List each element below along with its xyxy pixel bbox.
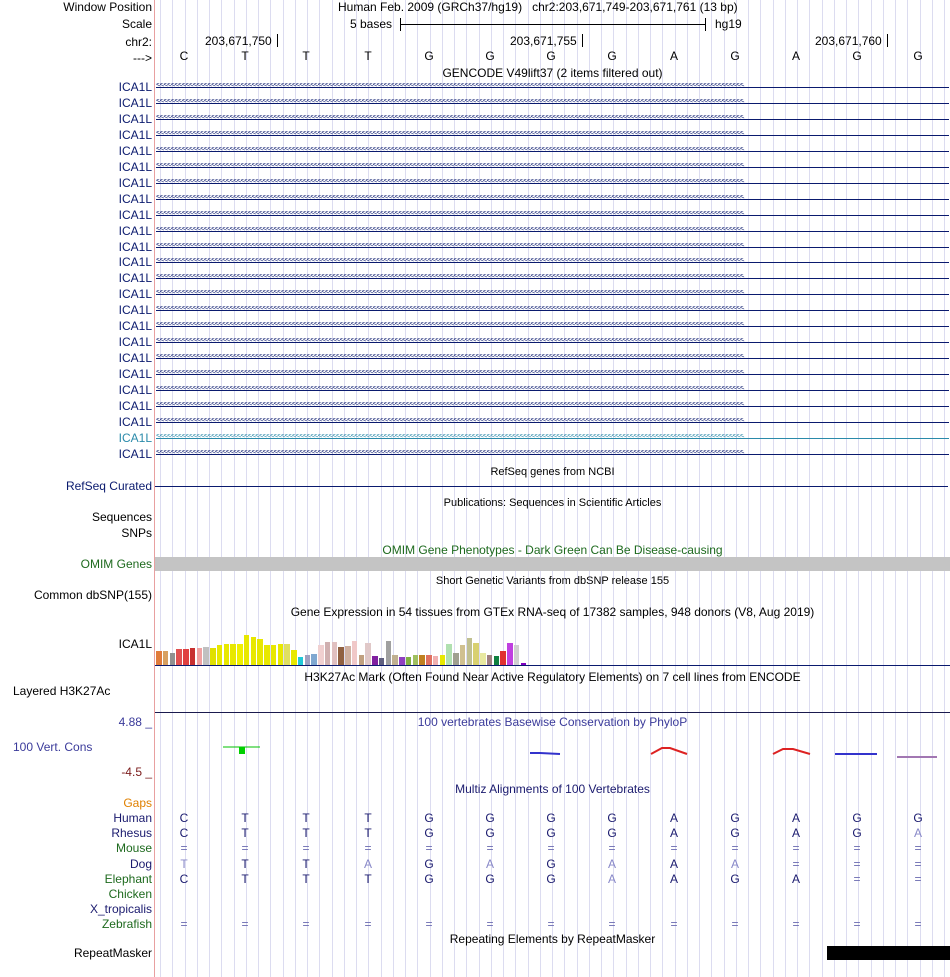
ruler-base: G — [913, 49, 923, 63]
alignment-cell: A — [791, 826, 800, 840]
alignment-cell: = — [731, 841, 739, 855]
assembly-name: Human Feb. 2009 (GRCh37/hg19) — [338, 0, 523, 14]
alignment-cell: T — [364, 826, 372, 840]
alignment-cell: G — [852, 826, 862, 840]
gtex-tissue-bar[interactable] — [284, 644, 290, 665]
gtex-tissue-bar[interactable] — [426, 655, 432, 665]
publications-title: Publications: Sequences in Scientific Articles — [443, 497, 662, 509]
repeatmasker-label[interactable]: RepeatMasker — [73, 946, 152, 960]
alignment-cell: = — [180, 917, 188, 931]
assembly-title — [338, 1, 738, 14]
repeatmasker-title: Repeating Elements by RepeatMasker — [449, 932, 656, 946]
gtex-tissue-bar[interactable] — [507, 643, 513, 665]
layered-h3k27ac-label[interactable]: Layered H3K27Ac — [13, 684, 111, 698]
alignment-cell: = — [425, 841, 433, 855]
species-label[interactable]: X_tropicalis — [89, 902, 152, 916]
gtex-tissue-bar[interactable] — [359, 655, 365, 665]
refseq-curated-label[interactable]: RefSeq Curated — [65, 479, 152, 493]
gtex-tissue-bar[interactable] — [298, 657, 304, 665]
h3k27ac-title: H3K27Ac Mark (Often Found Near Active Regulatory Elements) on 7 cell lines from ENCODE — [304, 670, 801, 684]
gtex-tissue-bar[interactable] — [257, 639, 263, 665]
alignment-cell: G — [607, 811, 617, 825]
gencode-item-track[interactable]: <<<<<<<<<<<<<<<<<<<<<<<<<<<<<<<<<<<<<<<<<<<<<<<<<<<<<<<<<<<<<<<<<<<<<<<<<<<<<<<<<<<<<<<<<<<<<<<<<<<<<<<<<<<<<<<<<<<<<<<<<<<<<<<<<<<<<<<<<<<<<<<<<<<<<<<<<<<<<<<< — [156, 227, 949, 236]
gtex-tissue-bar[interactable] — [480, 653, 486, 665]
alignment-cell: A — [669, 811, 678, 825]
gencode-item-label[interactable]: ICA1L — [118, 192, 152, 206]
alignment-cell: = — [608, 841, 616, 855]
phylop-graph[interactable] — [155, 735, 950, 770]
gencode-item-label[interactable]: ICA1L — [118, 287, 152, 301]
alignment-cell: G — [913, 811, 923, 825]
alignment-cell: = — [547, 917, 555, 931]
alignment-cell: A — [730, 857, 739, 871]
phylop-min-label: -4.5 _ — [121, 765, 152, 779]
gencode-item-label[interactable]: ICA1L — [118, 367, 152, 381]
gencode-item-label[interactable]: ICA1L — [118, 176, 152, 190]
gtex-tissue-bar[interactable] — [500, 651, 506, 665]
gtex-tissue-bar[interactable] — [278, 644, 284, 665]
gtex-tissue-bar[interactable] — [217, 645, 223, 665]
omim-title: OMIM Gene Phenotypes - Dark Green Can Be Disease-causing — [382, 543, 723, 557]
phylop-title: 100 vertebrates Basewise Conservation by PhyloP — [417, 715, 688, 729]
alignment-cell: = — [425, 917, 433, 931]
alignment-cell: = — [914, 841, 922, 855]
db-label: hg19 — [715, 17, 742, 31]
gtex-tissue-bar[interactable] — [453, 653, 459, 665]
gencode-item-label[interactable]: ICA1L — [118, 271, 152, 285]
gtex-tissue-bar[interactable] — [460, 645, 466, 665]
gtex-tissue-bar[interactable] — [446, 644, 452, 665]
gencode-item-track[interactable]: <<<<<<<<<<<<<<<<<<<<<<<<<<<<<<<<<<<<<<<<<<<<<<<<<<<<<<<<<<<<<<<<<<<<<<<<<<<<<<<<<<<<<<<<<<<<<<<<<<<<<<<<<<<<<<<<<<<<<<<<<<<<<<<<<<<<<<<<<<<<<<<<<<<<<<<<<<<<<<<< — [156, 450, 949, 459]
ruler-base: G — [607, 49, 617, 63]
phylop-mark-3 — [651, 748, 687, 754]
coord-tick-3: 203,671,760 — [815, 34, 882, 48]
gencode-item-label[interactable]: ICA1L — [118, 128, 152, 142]
alignment-cell: = — [547, 841, 555, 855]
gencode-item-track[interactable]: <<<<<<<<<<<<<<<<<<<<<<<<<<<<<<<<<<<<<<<<<<<<<<<<<<<<<<<<<<<<<<<<<<<<<<<<<<<<<<<<<<<<<<<<<<<<<<<<<<<<<<<<<<<<<<<<<<<<<<<<<<<<<<<<<<<<<<<<<<<<<<<<<<<<<<<<<<<<<<<< — [156, 434, 949, 443]
alignment-cell: G — [546, 826, 556, 840]
gtex-title: Gene Expression in 54 tissues from GTEx RNA-seq of 17382 samples, 948 donors (V8, Aug 2019) — [290, 605, 815, 619]
alignment-cell: G — [424, 811, 434, 825]
multiz-title: Multiz Alignments of 100 Vertebrates — [455, 782, 650, 796]
gencode-item-label[interactable]: ICA1L — [118, 144, 152, 158]
alignment-cell: = — [486, 841, 494, 855]
track-labels-column — [0, 0, 154, 977]
ruler-base: G — [424, 49, 434, 63]
gtex-tissue-bar[interactable] — [473, 643, 479, 665]
track-data-area[interactable] — [155, 0, 950, 977]
gencode-item-track[interactable]: <<<<<<<<<<<<<<<<<<<<<<<<<<<<<<<<<<<<<<<<<<<<<<<<<<<<<<<<<<<<<<<<<<<<<<<<<<<<<<<<<<<<<<<<<<<<<<<<<<<<<<<<<<<<<<<<<<<<<<<<<<<<<<<<<<<<<<<<<<<<<<<<<<<<<<<<<<<<<<<< — [156, 258, 949, 267]
gencode-title: GENCODE V49lift37 (2 items filtered out) — [442, 66, 663, 80]
gencode-item-label[interactable]: ICA1L — [118, 224, 152, 238]
gtex-tissue-bar[interactable] — [305, 655, 311, 665]
sequences-label[interactable]: Sequences — [91, 510, 152, 524]
gencode-item-label[interactable]: ICA1L — [118, 399, 152, 413]
gtex-tissue-bar[interactable] — [197, 648, 203, 665]
alignment-cell: A — [791, 811, 800, 825]
alignment-cell: G — [852, 811, 862, 825]
alignment-cell: T — [302, 872, 310, 886]
phylop-mark-1-bar — [239, 747, 245, 754]
alignment-cell: A — [607, 857, 616, 871]
species-label[interactable]: Rhesus — [111, 826, 152, 840]
gtex-tissue-bar[interactable] — [264, 645, 270, 665]
alignment-cell: T — [302, 826, 310, 840]
gtex-tissue-bar[interactable] — [399, 657, 405, 665]
gencode-item-label[interactable]: ICA1L — [118, 447, 152, 461]
scale-bar — [400, 24, 706, 25]
gtex-tissue-bar[interactable] — [494, 656, 500, 665]
coord-tick-1: 203,671,750 — [205, 34, 272, 48]
alignment-cell: G — [424, 872, 434, 886]
phylop-track-label[interactable]: 100 Vert. Cons — [13, 740, 93, 754]
phylop-mark-2 — [530, 753, 560, 754]
alignment-cell: = — [853, 917, 861, 931]
alignment-cell: = — [364, 841, 372, 855]
alignment-cell: C — [179, 826, 189, 840]
chrom-label: chr2: — [125, 35, 152, 49]
alignment-cell: = — [364, 917, 372, 931]
alignment-cell: = — [792, 917, 800, 931]
alignment-cell: = — [853, 872, 861, 886]
gtex-tissue-bar[interactable] — [244, 635, 250, 665]
gencode-item-label[interactable]: ICA1L — [118, 431, 152, 445]
alignment-cell: A — [669, 872, 678, 886]
gtex-tissue-bar[interactable] — [170, 653, 176, 665]
gtex-tissue-bar[interactable] — [487, 655, 493, 665]
alignment-cell: G — [424, 857, 434, 871]
alignment-cell: G — [730, 811, 740, 825]
ruler-base: G — [730, 49, 740, 63]
refseq-gene-line[interactable] — [155, 486, 948, 487]
alignment-cell: = — [302, 841, 310, 855]
gtex-tissue-bar[interactable] — [183, 649, 189, 665]
omim-genes-label[interactable]: OMIM Genes — [80, 557, 152, 571]
alignment-cell: G — [485, 811, 495, 825]
alignment-cell: A — [485, 857, 494, 871]
ruler-base: T — [364, 49, 372, 63]
alignment-cell: T — [241, 857, 249, 871]
gtex-tissue-bar[interactable] — [345, 646, 351, 665]
gencode-item-track[interactable]: <<<<<<<<<<<<<<<<<<<<<<<<<<<<<<<<<<<<<<<<<<<<<<<<<<<<<<<<<<<<<<<<<<<<<<<<<<<<<<<<<<<<<<<<<<<<<<<<<<<<<<<<<<<<<<<<<<<<<<<<<<<<<<<<<<<<<<<<<<<<<<<<<<<<<<<<<<<<<<<< — [156, 338, 949, 347]
gencode-item-track[interactable]: <<<<<<<<<<<<<<<<<<<<<<<<<<<<<<<<<<<<<<<<<<<<<<<<<<<<<<<<<<<<<<<<<<<<<<<<<<<<<<<<<<<<<<<<<<<<<<<<<<<<<<<<<<<<<<<<<<<<<<<<<<<<<<<<<<<<<<<<<<<<<<<<<<<<<<<<<<<<<<<< — [156, 370, 949, 379]
h3k27ac-baseline — [155, 712, 950, 713]
gencode-item-track[interactable]: <<<<<<<<<<<<<<<<<<<<<<<<<<<<<<<<<<<<<<<<<<<<<<<<<<<<<<<<<<<<<<<<<<<<<<<<<<<<<<<<<<<<<<<<<<<<<<<<<<<<<<<<<<<<<<<<<<<<<<<<<<<<<<<<<<<<<<<<<<<<<<<<<<<<<<<<<<<<<<<< — [156, 131, 949, 140]
gencode-item-track[interactable]: <<<<<<<<<<<<<<<<<<<<<<<<<<<<<<<<<<<<<<<<<<<<<<<<<<<<<<<<<<<<<<<<<<<<<<<<<<<<<<<<<<<<<<<<<<<<<<<<<<<<<<<<<<<<<<<<<<<<<<<<<<<<<<<<<<<<<<<<<<<<<<<<<<<<<<<<<<<<<<<< — [156, 211, 949, 220]
position-readout: chr2:203,671,749-203,671,761 (13 bp) — [532, 0, 738, 14]
species-label[interactable]: Human — [113, 811, 152, 825]
gencode-item-label[interactable]: ICA1L — [118, 96, 152, 110]
strand-label: ---> — [133, 51, 152, 65]
alignment-cell: G — [546, 872, 556, 886]
alignment-cell: = — [914, 917, 922, 931]
gtex-tissue-bar[interactable] — [318, 645, 324, 665]
gencode-item-track[interactable]: <<<<<<<<<<<<<<<<<<<<<<<<<<<<<<<<<<<<<<<<<<<<<<<<<<<<<<<<<<<<<<<<<<<<<<<<<<<<<<<<<<<<<<<<<<<<<<<<<<<<<<<<<<<<<<<<<<<<<<<<<<<<<<<<<<<<<<<<<<<<<<<<<<<<<<<<<<<<<<<< — [156, 386, 949, 395]
coord-tick-mark-2 — [582, 34, 583, 47]
gtex-tissue-bar[interactable] — [224, 644, 230, 665]
gencode-item-label[interactable]: ICA1L — [118, 383, 152, 397]
gencode-item-track[interactable]: <<<<<<<<<<<<<<<<<<<<<<<<<<<<<<<<<<<<<<<<<<<<<<<<<<<<<<<<<<<<<<<<<<<<<<<<<<<<<<<<<<<<<<<<<<<<<<<<<<<<<<<<<<<<<<<<<<<<<<<<<<<<<<<<<<<<<<<<<<<<<<<<<<<<<<<<<<<<<<<< — [156, 115, 949, 124]
gtex-tissue-bar[interactable] — [386, 641, 392, 665]
ruler-base: A — [791, 49, 800, 63]
gencode-item-track[interactable]: <<<<<<<<<<<<<<<<<<<<<<<<<<<<<<<<<<<<<<<<<<<<<<<<<<<<<<<<<<<<<<<<<<<<<<<<<<<<<<<<<<<<<<<<<<<<<<<<<<<<<<<<<<<<<<<<<<<<<<<<<<<<<<<<<<<<<<<<<<<<<<<<<<<<<<<<<<<<<<<< — [156, 274, 949, 283]
gtex-tissue-bar[interactable] — [413, 655, 419, 665]
species-label[interactable]: Zebrafish — [101, 917, 152, 931]
gtex-bar-chart[interactable] — [155, 620, 555, 665]
gtex-gene-line[interactable] — [155, 665, 950, 666]
repeatmasker-element[interactable] — [827, 946, 950, 960]
alignment-cell: A — [363, 857, 372, 871]
alignment-cell: C — [179, 811, 189, 825]
alignment-cell: T — [302, 811, 310, 825]
alignment-cell: = — [731, 917, 739, 931]
gencode-item-label[interactable]: ICA1L — [118, 208, 152, 222]
gencode-item-track[interactable]: <<<<<<<<<<<<<<<<<<<<<<<<<<<<<<<<<<<<<<<<<<<<<<<<<<<<<<<<<<<<<<<<<<<<<<<<<<<<<<<<<<<<<<<<<<<<<<<<<<<<<<<<<<<<<<<<<<<<<<<<<<<<<<<<<<<<<<<<<<<<<<<<<<<<<<<<<<<<<<<< — [156, 195, 949, 204]
species-label[interactable]: Elephant — [104, 872, 152, 886]
gencode-item-track[interactable]: <<<<<<<<<<<<<<<<<<<<<<<<<<<<<<<<<<<<<<<<<<<<<<<<<<<<<<<<<<<<<<<<<<<<<<<<<<<<<<<<<<<<<<<<<<<<<<<<<<<<<<<<<<<<<<<<<<<<<<<<<<<<<<<<<<<<<<<<<<<<<<<<<<<<<<<<<<<<<<<< — [156, 290, 949, 299]
gencode-item-label[interactable]: ICA1L — [118, 303, 152, 317]
gencode-item-track[interactable]: <<<<<<<<<<<<<<<<<<<<<<<<<<<<<<<<<<<<<<<<<<<<<<<<<<<<<<<<<<<<<<<<<<<<<<<<<<<<<<<<<<<<<<<<<<<<<<<<<<<<<<<<<<<<<<<<<<<<<<<<<<<<<<<<<<<<<<<<<<<<<<<<<<<<<<<<<<<<<<<< — [156, 322, 949, 331]
gencode-item-label[interactable]: ICA1L — [118, 240, 152, 254]
gencode-item-track[interactable]: <<<<<<<<<<<<<<<<<<<<<<<<<<<<<<<<<<<<<<<<<<<<<<<<<<<<<<<<<<<<<<<<<<<<<<<<<<<<<<<<<<<<<<<<<<<<<<<<<<<<<<<<<<<<<<<<<<<<<<<<<<<<<<<<<<<<<<<<<<<<<<<<<<<<<<<<<<<<<<<< — [156, 354, 949, 363]
alignment-cell: = — [608, 917, 616, 931]
gtex-tissue-bar[interactable] — [372, 656, 378, 665]
alignment-cell: T — [180, 857, 188, 871]
coord-tick-2: 203,671,755 — [510, 34, 577, 48]
gtex-tissue-bar[interactable] — [210, 648, 216, 665]
ruler-base: T — [241, 49, 249, 63]
alignment-cell: = — [792, 857, 800, 871]
gencode-item-track[interactable]: <<<<<<<<<<<<<<<<<<<<<<<<<<<<<<<<<<<<<<<<<<<<<<<<<<<<<<<<<<<<<<<<<<<<<<<<<<<<<<<<<<<<<<<<<<<<<<<<<<<<<<<<<<<<<<<<<<<<<<<<<<<<<<<<<<<<<<<<<<<<<<<<<<<<<<<<<<<<<<<< — [156, 163, 949, 172]
gtex-tissue-bar[interactable] — [230, 644, 236, 665]
gtex-tissue-bar[interactable] — [176, 649, 182, 665]
gencode-item-label[interactable]: ICA1L — [118, 319, 152, 333]
gtex-tissue-bar[interactable] — [440, 655, 446, 665]
gtex-tissue-bar[interactable] — [291, 650, 297, 665]
alignment-cell: T — [364, 872, 372, 886]
gencode-item-track[interactable]: <<<<<<<<<<<<<<<<<<<<<<<<<<<<<<<<<<<<<<<<<<<<<<<<<<<<<<<<<<<<<<<<<<<<<<<<<<<<<<<<<<<<<<<<<<<<<<<<<<<<<<<<<<<<<<<<<<<<<<<<<<<<<<<<<<<<<<<<<<<<<<<<<<<<<<<<<<<<<<<< — [156, 83, 949, 92]
snps-label[interactable]: SNPs — [121, 526, 152, 540]
gencode-item-label[interactable]: ICA1L — [118, 160, 152, 174]
alignment-cell: = — [486, 917, 494, 931]
gtex-tissue-bar[interactable] — [311, 654, 317, 665]
alignment-cell: A — [669, 826, 678, 840]
alignment-cell: A — [913, 826, 922, 840]
alignment-cell: = — [853, 857, 861, 871]
alignment-cell: = — [670, 917, 678, 931]
species-label[interactable]: Chicken — [108, 887, 152, 901]
gtex-tissue-bar[interactable] — [163, 651, 169, 665]
dbsnp-title: Short Genetic Variants from dbSNP release 155 — [435, 575, 670, 587]
gencode-item-label[interactable]: ICA1L — [118, 335, 152, 349]
alignment-cell: T — [241, 872, 249, 886]
gtex-tissue-bar[interactable] — [406, 657, 412, 665]
omim-feature-bar[interactable] — [155, 557, 950, 571]
gencode-item-label[interactable]: ICA1L — [118, 112, 152, 126]
gencode-item-label[interactable]: ICA1L — [118, 255, 152, 269]
alignment-cell: T — [241, 826, 249, 840]
ruler-base: G — [546, 49, 556, 63]
ruler-base: G — [485, 49, 495, 63]
alignment-cell: G — [424, 826, 434, 840]
gencode-item-track[interactable]: <<<<<<<<<<<<<<<<<<<<<<<<<<<<<<<<<<<<<<<<<<<<<<<<<<<<<<<<<<<<<<<<<<<<<<<<<<<<<<<<<<<<<<<<<<<<<<<<<<<<<<<<<<<<<<<<<<<<<<<<<<<<<<<<<<<<<<<<<<<<<<<<<<<<<<<<<<<<<<<< — [156, 179, 949, 188]
gencode-item-track[interactable]: <<<<<<<<<<<<<<<<<<<<<<<<<<<<<<<<<<<<<<<<<<<<<<<<<<<<<<<<<<<<<<<<<<<<<<<<<<<<<<<<<<<<<<<<<<<<<<<<<<<<<<<<<<<<<<<<<<<<<<<<<<<<<<<<<<<<<<<<<<<<<<<<<<<<<<<<<<<<<<<< — [156, 147, 949, 156]
alignment-cell: = — [241, 841, 249, 855]
gencode-item-track[interactable]: <<<<<<<<<<<<<<<<<<<<<<<<<<<<<<<<<<<<<<<<<<<<<<<<<<<<<<<<<<<<<<<<<<<<<<<<<<<<<<<<<<<<<<<<<<<<<<<<<<<<<<<<<<<<<<<<<<<<<<<<<<<<<<<<<<<<<<<<<<<<<<<<<<<<<<<<<<<<<<<< — [156, 306, 949, 315]
gtex-tissue-bar[interactable] — [514, 645, 520, 665]
phylop-mark-4 — [773, 749, 810, 754]
gencode-item-label[interactable]: ICA1L — [118, 80, 152, 94]
alignment-cell: = — [914, 872, 922, 886]
refseq-title: RefSeq genes from NCBI — [490, 466, 615, 478]
ruler-base: C — [179, 49, 189, 63]
alignment-cell: = — [670, 841, 678, 855]
alignment-cell: G — [730, 826, 740, 840]
common-dbsnp-label[interactable]: Common dbSNP(155) — [33, 588, 152, 602]
alignment-cell: T — [302, 857, 310, 871]
gtex-tissue-bar[interactable] — [190, 648, 196, 665]
alignment-cell: = — [302, 917, 310, 931]
gtex-tissue-bar[interactable] — [379, 658, 385, 665]
alignment-cell: C — [179, 872, 189, 886]
species-label[interactable]: Mouse — [115, 841, 152, 855]
gtex-tissue-bar[interactable] — [271, 645, 277, 665]
gtex-tissue-bar[interactable] — [237, 644, 243, 665]
gtex-tissue-bar[interactable] — [332, 642, 338, 665]
gtex-tissue-bar[interactable] — [325, 642, 331, 665]
alignment-cell: = — [792, 841, 800, 855]
species-label[interactable]: Dog — [129, 857, 152, 871]
alignment-cell: A — [669, 857, 678, 871]
gencode-item-label[interactable]: ICA1L — [118, 351, 152, 365]
coord-tick-mark-1 — [277, 34, 278, 47]
gtex-tissue-bar[interactable] — [392, 655, 398, 665]
gaps-label: Gaps — [123, 796, 152, 810]
alignment-cell: = — [914, 857, 922, 871]
alignment-cell: = — [241, 917, 249, 931]
gtex-tissue-bar[interactable] — [467, 638, 473, 665]
alignment-cell: G — [485, 872, 495, 886]
ruler-base: T — [302, 49, 310, 63]
gencode-item-track[interactable]: <<<<<<<<<<<<<<<<<<<<<<<<<<<<<<<<<<<<<<<<<<<<<<<<<<<<<<<<<<<<<<<<<<<<<<<<<<<<<<<<<<<<<<<<<<<<<<<<<<<<<<<<<<<<<<<<<<<<<<<<<<<<<<<<<<<<<<<<<<<<<<<<<<<<<<<<<<<<<<<< — [156, 402, 949, 411]
gtex-tissue-bar[interactable] — [365, 643, 371, 665]
gtex-tissue-bar[interactable] — [251, 637, 257, 665]
alignment-cell: G — [485, 826, 495, 840]
gencode-item-track[interactable]: <<<<<<<<<<<<<<<<<<<<<<<<<<<<<<<<<<<<<<<<<<<<<<<<<<<<<<<<<<<<<<<<<<<<<<<<<<<<<<<<<<<<<<<<<<<<<<<<<<<<<<<<<<<<<<<<<<<<<<<<<<<<<<<<<<<<<<<<<<<<<<<<<<<<<<<<<<<<<<<< — [156, 99, 949, 108]
alignment-cell: A — [791, 872, 800, 886]
alignment-cell: A — [607, 872, 616, 886]
gtex-tissue-bar[interactable] — [433, 656, 439, 665]
gtex-tissue-bar[interactable] — [203, 647, 209, 665]
phylop-max-label: 4.88 _ — [118, 715, 152, 729]
alignment-cell: G — [730, 872, 740, 886]
ruler-base: G — [852, 49, 862, 63]
gtex-tissue-bar[interactable] — [352, 641, 358, 665]
ruler-base: A — [669, 49, 678, 63]
scale-text: 5 bases — [350, 17, 393, 31]
alignment-cell: T — [364, 811, 372, 825]
gtex-tissue-bar[interactable] — [156, 651, 162, 665]
alignment-cell: T — [241, 811, 249, 825]
alignment-cell: = — [180, 841, 188, 855]
scale-label: Scale — [121, 17, 152, 31]
window-position-label: Window Position — [63, 0, 152, 14]
coord-tick-mark-3 — [887, 34, 888, 47]
gtex-gene-label[interactable]: ICA1L — [118, 637, 152, 651]
alignment-cell: G — [546, 811, 556, 825]
gencode-item-track[interactable]: <<<<<<<<<<<<<<<<<<<<<<<<<<<<<<<<<<<<<<<<<<<<<<<<<<<<<<<<<<<<<<<<<<<<<<<<<<<<<<<<<<<<<<<<<<<<<<<<<<<<<<<<<<<<<<<<<<<<<<<<<<<<<<<<<<<<<<<<<<<<<<<<<<<<<<<<<<<<<<<< — [156, 243, 949, 252]
alignment-cell: = — [853, 841, 861, 855]
alignment-cell: G — [546, 857, 556, 871]
alignment-cell: G — [607, 826, 617, 840]
gtex-tissue-bar[interactable] — [419, 655, 425, 665]
gencode-item-track[interactable]: <<<<<<<<<<<<<<<<<<<<<<<<<<<<<<<<<<<<<<<<<<<<<<<<<<<<<<<<<<<<<<<<<<<<<<<<<<<<<<<<<<<<<<<<<<<<<<<<<<<<<<<<<<<<<<<<<<<<<<<<<<<<<<<<<<<<<<<<<<<<<<<<<<<<<<<<<<<<<<<< — [156, 418, 949, 427]
gencode-item-label[interactable]: ICA1L — [118, 415, 152, 429]
gtex-tissue-bar[interactable] — [338, 647, 344, 665]
